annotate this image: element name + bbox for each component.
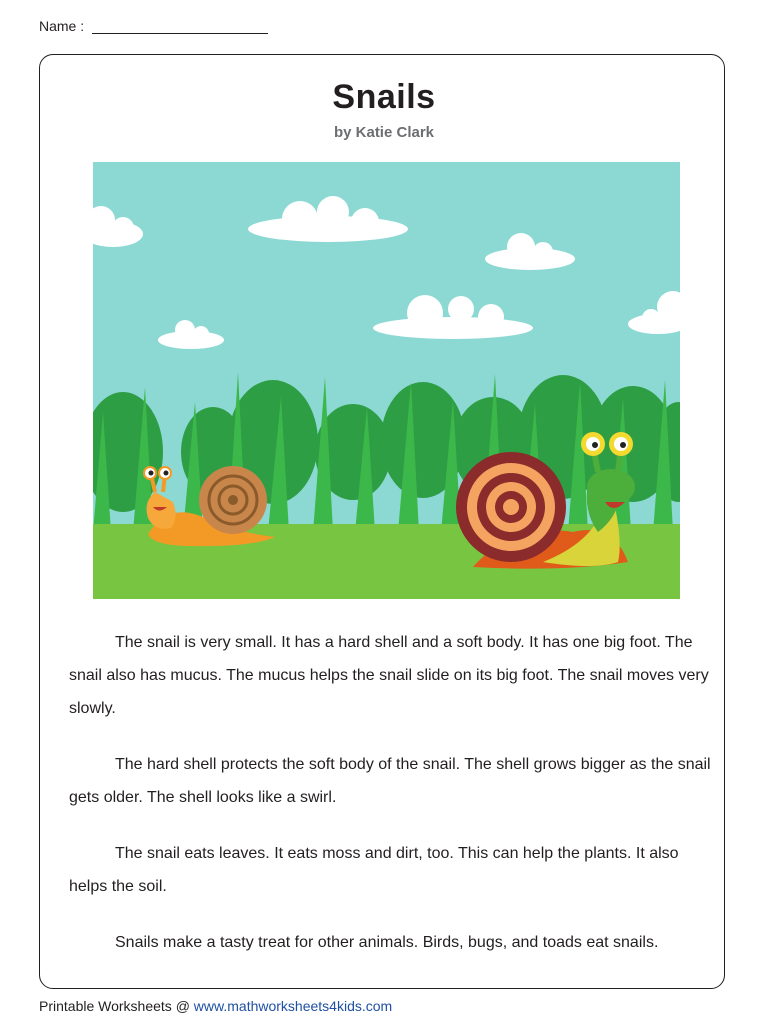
paragraph: The snail eats leaves. It eats moss and dirt, too. This can help the plants. It also helps the soil. [69, 845, 679, 895]
story-text [69, 626, 719, 982]
paragraph: The snail is very small. It has a hard shell and a soft body. It has one big foot. The snail also has mucus. The mucus helps the snail slide on its big foot. The snail moves very slowly. [69, 634, 709, 717]
name-label: Name : [39, 18, 85, 34]
page-title: Snails [332, 78, 436, 116]
footer-label: Printable Worksheets @ [39, 998, 190, 1014]
author-byline: by Katie Clark [333, 124, 435, 141]
snails-illustration [93, 162, 680, 599]
small-snail [144, 466, 275, 546]
website-link[interactable]: www.mathworksheets4kids.com [193, 998, 393, 1014]
footer [39, 998, 392, 1014]
paragraph: Snails make a tasty treat for other animals. Birds, bugs, and toads eat snails. [115, 934, 659, 951]
name-field-row [39, 18, 268, 34]
name-write-line[interactable] [92, 19, 268, 34]
paragraph: The hard shell protects the soft body of the snail. The shell grows bigger as the snail gets older. The shell looks like a swirl. [69, 756, 711, 806]
